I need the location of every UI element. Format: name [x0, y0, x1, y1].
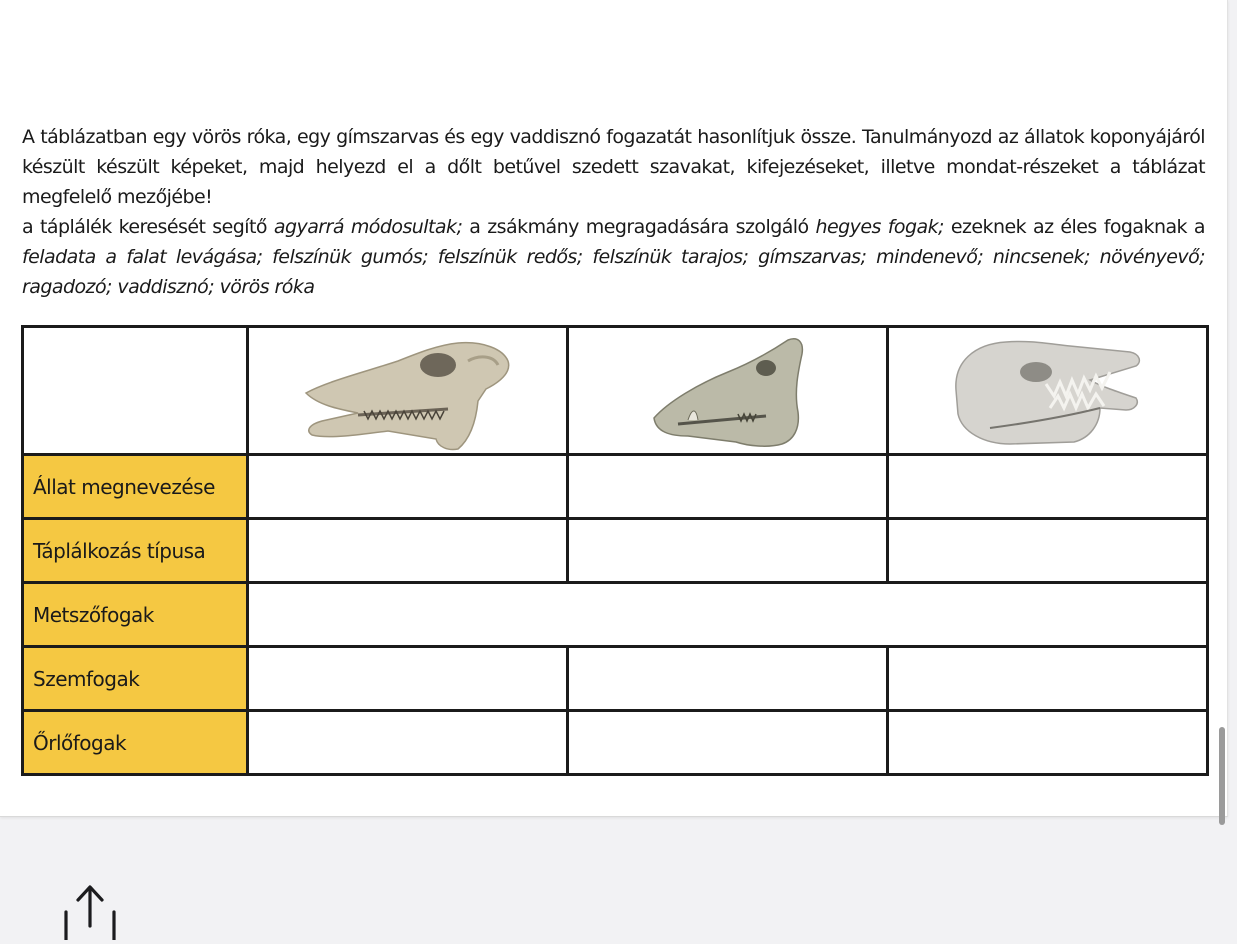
table-row: [23, 455, 1208, 519]
boar-skull-icon: [648, 332, 808, 450]
instructions-text: A táblázatban egy vörös róka, egy gímszarvas és egy vaddisznó fogazatát hasonlítjuk össze. Tanulmányozd az állatok koponyájáról készült készült képeket, majd helyezd el a dőlt betűvel szedett szavakat, kifejezéseket, illetve mondat-részeket a táblázat megfelelő mezőjébe!: [22, 126, 1205, 208]
answer-cell[interactable]: [888, 711, 1208, 775]
word-bank-text: a táplálék keresését segítő: [22, 216, 274, 238]
share-button[interactable]: [62, 882, 118, 940]
fox-skull-icon: [950, 332, 1146, 450]
answer-cell[interactable]: [248, 455, 568, 519]
answer-cell[interactable]: [888, 455, 1208, 519]
row-label: Állat megnevezése: [23, 455, 248, 519]
word-bank-text: ezeknek az éles fogaknak a: [943, 216, 1206, 238]
share-icon: [62, 882, 118, 940]
word-bank-term: agyarrá módosultak;: [273, 216, 463, 238]
corner-cell: [23, 327, 248, 455]
word-bank-term: hegyes fogak;: [815, 216, 944, 238]
table-row: [23, 583, 1208, 647]
skull-cell-2: [568, 327, 888, 455]
merged-answer-cell[interactable]: [248, 583, 1208, 647]
skull-cell-3: [888, 327, 1208, 455]
answer-cell[interactable]: [888, 519, 1208, 583]
answer-cell[interactable]: [568, 519, 888, 583]
answer-cell[interactable]: [248, 647, 568, 711]
deer-skull-icon: [298, 331, 518, 451]
row-label: Metszőfogak: [23, 583, 248, 647]
image-row: [23, 327, 1208, 455]
word-bank-term: feladata a falat levágása; felszínük gumós; felszínük redős; felszínük tarajos; gímszarvas; mindenevő; nincsenek; növényevő; ragadozó; vaddisznó; vörös róka: [22, 246, 1205, 298]
word-bank-text: a zsákmány megragadására szolgáló: [462, 216, 816, 238]
task-instructions: [22, 122, 1205, 302]
table-row: [23, 519, 1208, 583]
answer-cell[interactable]: [568, 647, 888, 711]
row-label: Szemfogak: [23, 647, 248, 711]
answer-cell[interactable]: [248, 711, 568, 775]
table-row: [23, 711, 1208, 775]
answer-cell[interactable]: [568, 711, 888, 775]
answer-cell[interactable]: [888, 647, 1208, 711]
table-row: [23, 647, 1208, 711]
teeth-comparison-table: [21, 325, 1209, 776]
scrollbar-thumb[interactable]: [1219, 727, 1225, 825]
row-label: Őrlőfogak: [23, 711, 248, 775]
answer-cell[interactable]: [248, 519, 568, 583]
row-label: Táplálkozás típusa: [23, 519, 248, 583]
word-bank: [22, 212, 1205, 302]
answer-cell[interactable]: [568, 455, 888, 519]
skull-cell-1: [248, 327, 568, 455]
